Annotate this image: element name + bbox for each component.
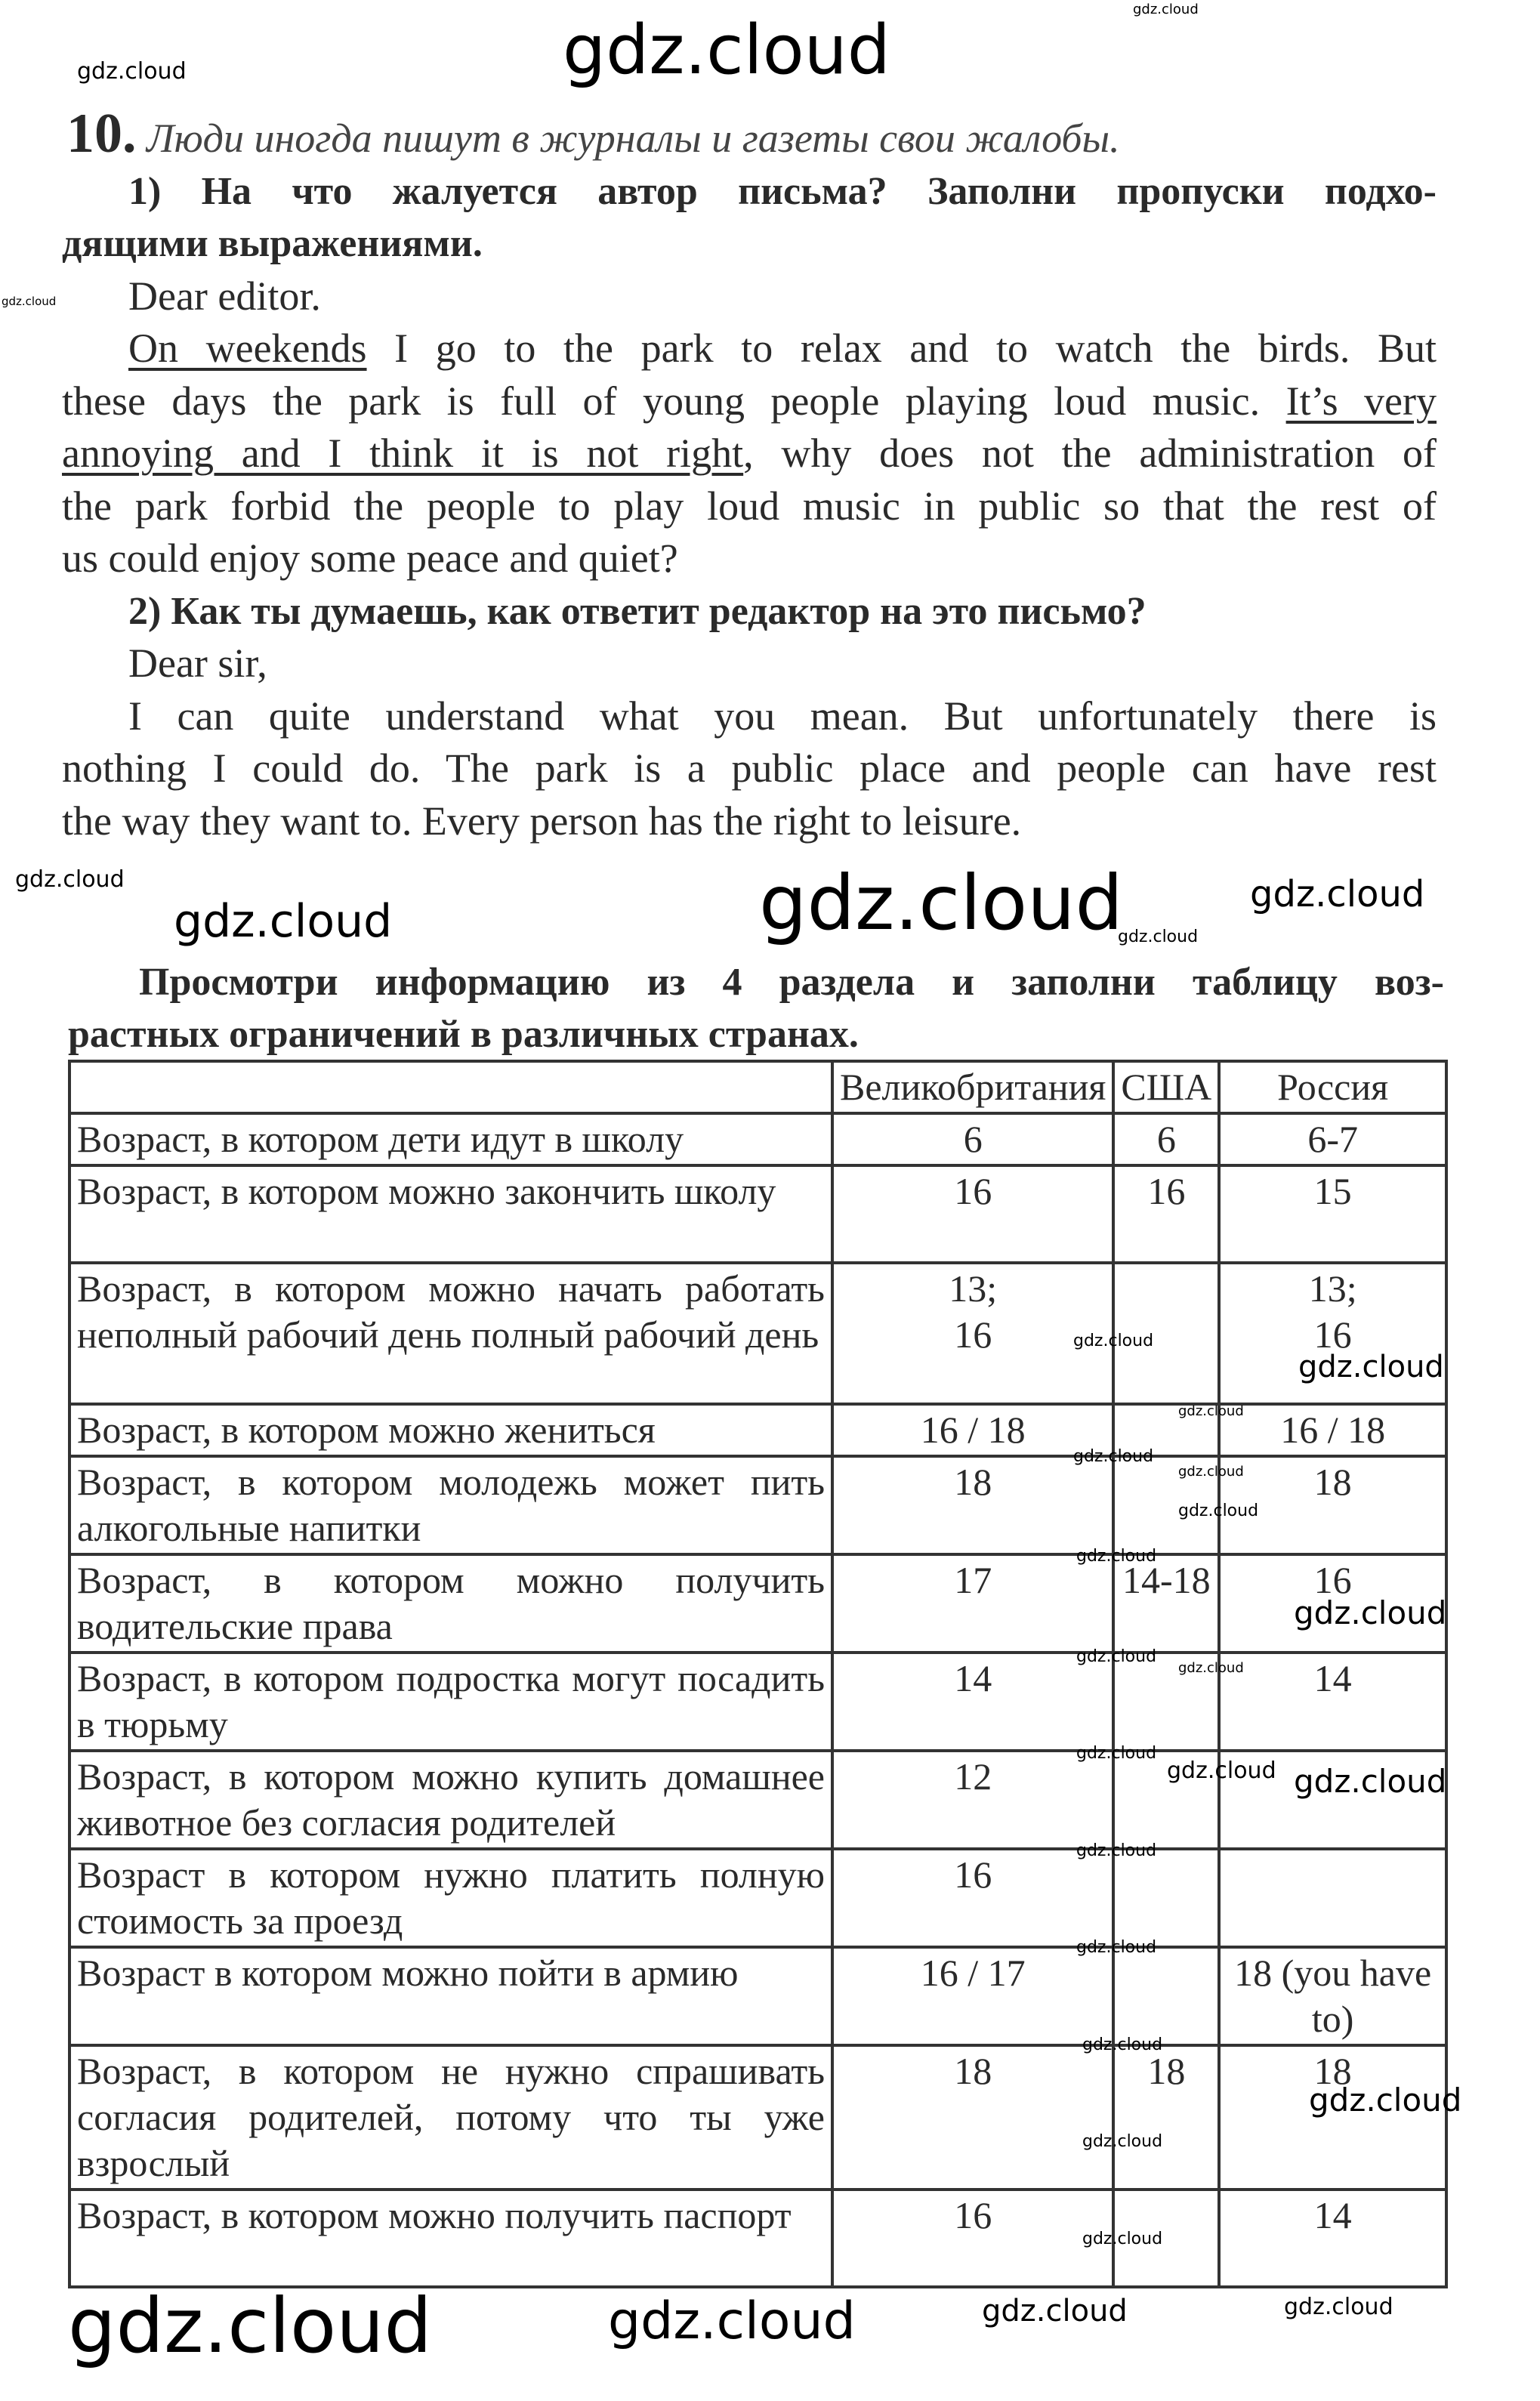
cell-russia: 6-7 (1219, 1113, 1446, 1165)
header-uk: Великобритания (832, 1061, 1113, 1113)
reply-line1: I can quite understand what you mean. But unfortunately there is (128, 693, 1437, 739)
watermark: gdz.cloud (1076, 1841, 1157, 1860)
cell-uk: 18 (832, 1456, 1113, 1554)
cell-russia: 15 (1219, 1165, 1446, 1263)
cell-usa: 16 (1113, 1165, 1219, 1263)
cell-uk: 16 / 17 (832, 1947, 1113, 2045)
watermark: gdz.cloud (982, 2294, 1128, 2328)
watermark: gdz.cloud (1178, 1660, 1244, 1676)
cell-usa: 14-18 (1113, 1554, 1219, 1653)
watermark: gdz.cloud (1167, 1758, 1276, 1784)
watermark: gdz.cloud (1076, 1744, 1157, 1763)
watermark: gdz.cloud (1082, 2132, 1163, 2151)
cell-usa: 18 (1113, 2045, 1219, 2190)
cell-uk: 16 (832, 1165, 1113, 1263)
watermark: gdz.cloud (1294, 1594, 1447, 1631)
row-label: Возраст, в котором можно получить водительские права (69, 1554, 832, 1653)
section2-line1: Просмотри информацию из 4 раздела и заполни таблицу воз- (139, 961, 1444, 1004)
reply-greeting: Dear sir, (128, 640, 267, 686)
watermark: gdz.cloud (1076, 1547, 1157, 1566)
cell-russia: 13; 16 (1219, 1263, 1446, 1404)
table-row (69, 1165, 1446, 1263)
row-label: Возраст, в котором не нужно спрашивать согласия родителей, потому что ты уже взрослый (69, 2045, 832, 2190)
exercise-intro: Люди иногда пишут в журналы и газеты свои жалобы. (147, 116, 1120, 161)
cell-russia: 18 (1219, 2045, 1446, 2190)
letter-line4: the park forbid the people to play loud music in public so that the rest of (62, 483, 1437, 529)
table-row (69, 1113, 1446, 1165)
table-row (69, 2045, 1446, 2190)
letter-line5: us could enjoy some peace and quiet? (62, 535, 678, 581)
watermark: gdz.cloud (1133, 2, 1199, 17)
cell-uk: 17 (832, 1554, 1113, 1653)
letter-line2 (62, 375, 1437, 428)
letter-text: , why does not the administration of (743, 431, 1437, 476)
cell-uk: 6 (832, 1113, 1113, 1165)
watermark: gdz.cloud (1073, 1447, 1154, 1466)
cell-uk: 16 (832, 2190, 1113, 2287)
reply-line3: the way they want to. Every person has the right to leisure. (62, 798, 1022, 844)
cell-russia: 16 / 18 (1219, 1404, 1446, 1456)
watermark: gdz.cloud (608, 2291, 856, 2351)
cell-uk: 13; 16 (832, 1263, 1113, 1404)
header-empty (69, 1061, 832, 1113)
cell-uk: 16 (832, 1849, 1113, 1947)
watermark: gdz.cloud (2, 295, 57, 308)
row-label: Возраст в котором нужно платить полную стоимость за проезд (69, 1849, 832, 1947)
letter-line1 (62, 322, 1437, 375)
cell-russia: 14 (1219, 2190, 1446, 2287)
cell-uk: 14 (832, 1653, 1113, 1751)
table-row (69, 1263, 1446, 1404)
watermark: gdz.cloud (77, 58, 187, 85)
row-label: Возраст в котором можно пойти в армию (69, 1947, 832, 2045)
cell-usa (1113, 1947, 1219, 2045)
watermark: gdz.cloud (1178, 1501, 1259, 1520)
cell-russia: 18 (you have to) (1219, 1947, 1446, 2045)
watermark: gdz.cloud (1073, 1332, 1154, 1350)
cell-russia: 14 (1219, 1653, 1446, 1751)
row-label: Возраст, в котором подростка могут посадить в тюрьму (69, 1653, 832, 1751)
row-label: Возраст, в котором можно жениться (69, 1404, 832, 1456)
watermark: gdz.cloud (1250, 873, 1425, 915)
watermark: gdz.cloud (68, 2282, 433, 2370)
task1-line2: дящими выражениями. (62, 222, 483, 265)
table-header-row (69, 1061, 1446, 1113)
letter-text: I go to the park to relax and to watch the birds. But (366, 326, 1437, 371)
watermark: gdz.cloud (1076, 1938, 1157, 1957)
cell-uk: 18 (832, 2045, 1113, 2190)
watermark: gdz.cloud (15, 866, 125, 893)
reply-line2: nothing I could do. The park is a public place and people can have rest (62, 745, 1437, 791)
watermark: gdz.cloud (174, 895, 393, 948)
row-label: Возраст, в котором дети идут в школу (69, 1113, 832, 1165)
exercise-number: 10. (66, 103, 137, 165)
watermark: gdz.cloud (1082, 2230, 1163, 2248)
letter-greeting: Dear editor. (128, 273, 321, 319)
task1-line1: 1) На что жалуется автор письма? Заполни пропуски подхо- (128, 169, 1437, 213)
watermark: gdz.cloud (1309, 2082, 1462, 2119)
header-russia: Россия (1219, 1061, 1446, 1113)
row-label: Возраст, в котором можно закончить школу (69, 1165, 832, 1263)
header-usa: США (1113, 1061, 1219, 1113)
watermark: gdz.cloud (1294, 1763, 1447, 1800)
cell-uk: 12 (832, 1751, 1113, 1849)
section2-line2: растных ограничений в различных странах. (68, 1013, 859, 1056)
table-row (69, 1947, 1446, 2045)
filled-blank-2a: It’s very (1285, 378, 1437, 424)
row-label: Возраст, в котором можно получить паспорт (69, 2190, 832, 2287)
table-row (69, 1554, 1446, 1653)
watermark: gdz.cloud (1082, 2035, 1163, 2054)
row-label: Возраст, в котором можно купить домашнее животное без согласия родителей (69, 1751, 832, 1849)
cell-russia: 18 (1219, 1456, 1446, 1554)
watermark: gdz.cloud (1284, 2294, 1393, 2320)
letter-line3 (62, 427, 1437, 480)
filled-blank-2b: annoying and I think it is not right (62, 431, 744, 476)
row-label: Возраст, в котором молодежь может пить алкогольные напитки (69, 1456, 832, 1554)
exercise-10 (62, 103, 1437, 847)
row-label: Возраст, в котором можно начать работать неполный рабочий день полный рабочий день (69, 1263, 832, 1404)
watermark: gdz.cloud (1298, 1350, 1444, 1384)
cell-russia (1219, 1849, 1446, 1947)
cell-usa: 6 (1113, 1113, 1219, 1165)
watermark: gdz.cloud (1178, 1464, 1244, 1480)
watermark: gdz.cloud (563, 11, 890, 90)
task2: 2) Как ты думаешь, как ответит редактор на это письмо? (128, 589, 1147, 633)
watermark: gdz.cloud (1178, 1403, 1244, 1419)
filled-blank-1: On weekends (128, 326, 367, 371)
cell-uk: 16 / 18 (832, 1404, 1113, 1456)
watermark: gdz.cloud (759, 859, 1124, 947)
table-row (69, 1849, 1446, 1947)
section2-heading (69, 956, 1444, 1060)
cell-usa (1113, 1849, 1219, 1947)
watermark: gdz.cloud (1076, 1647, 1157, 1666)
letter-text: these days the park is full of young people playing loud music. (62, 378, 1286, 424)
table-row (69, 2190, 1446, 2287)
watermark: gdz.cloud (1118, 927, 1199, 946)
cell-russia: 16 (1219, 1554, 1446, 1653)
exercise-title (62, 103, 1437, 165)
